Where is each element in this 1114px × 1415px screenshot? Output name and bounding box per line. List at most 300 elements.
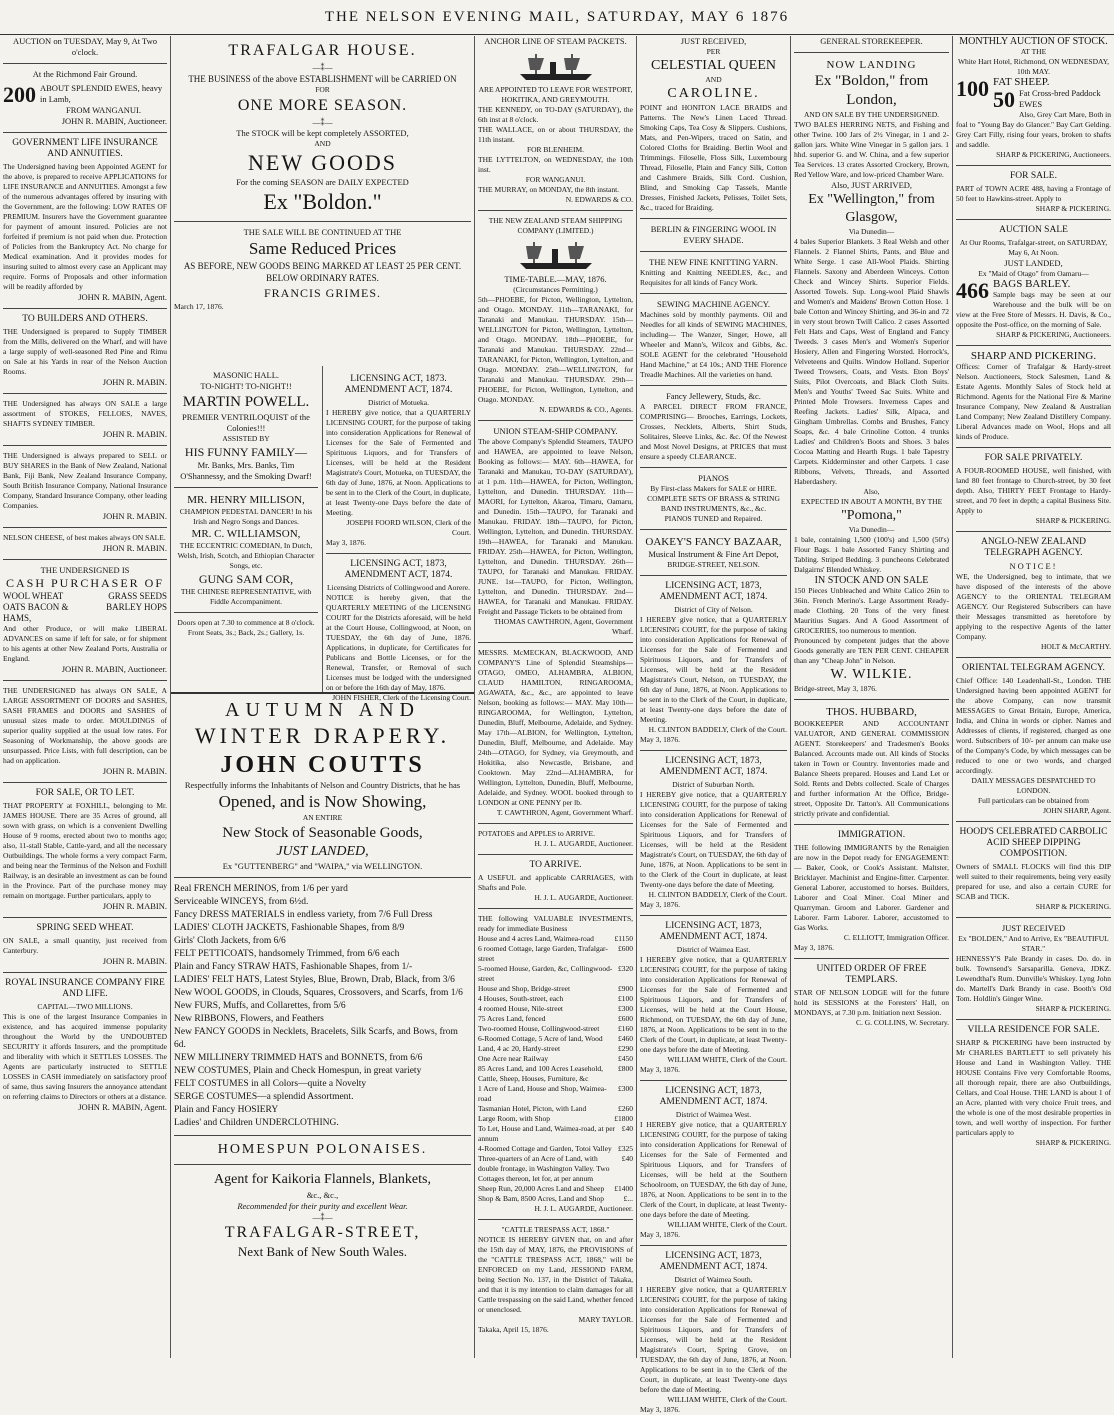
royal-heading: ROYAL INSURANCE COMPANY FIRE AND LIFE. [5, 978, 165, 999]
family-members: Mr. Banks, Mrs. Banks, Tim O'Shannessy, and the Smoking Dwarf! [180, 460, 312, 481]
villa-body: SHARP & PICKERING have been instructed by Mr CHARLES BARTLETT to sell privately his House and Land in Washington Valley. THE HOUSE Contains Five very Comfortable Rooms, all thorough repair, there are also Outbuildings, Cellars, and Coal House. THE LAND is about 1 of an Acre, planted with very choice Fruit trees, and the whole is one of the most desirable properties in town, and well worthy of inspection. For further particulars apply to [956, 1038, 1111, 1137]
per: PER [706, 47, 721, 56]
nz-sailings: 5th—PHOEBE, for Picton, Wellington, Lyttelton, and Otago. MONDAY. 11th—TARANAKI, for Taranaki and Manukau. THURSDAY. 15th—WELLINGTON for Picton, Wellington, Lyttelton, and Otago. MONDAY. 18th—PHOEBE, for Taranaki and Manukau. THURSDAY. 22nd—TARANAKI, for Picton, Wellington, Lyttelton, and Otago. MONDAY. 25th—WELLINGTON, for Taranaki and Manukau. THURSDAY. 29th—PHOEBE, for Picton, Wellington, Lyttelton, and Otago. MONDAY. [478, 295, 633, 404]
steamship-icon [516, 239, 596, 271]
invest-price: £800 [618, 1064, 633, 1073]
invest-desc: Three-quarters of an Acre of Land, with double frontage, in Washington Valley. Two Cottages thereon, let for, at per annum [478, 1154, 610, 1183]
auction-sale-place: At Our Rooms, Trafalgar-street, on SATURDAY, May 6, At Noon. [959, 238, 1108, 257]
lic-signer: JOSEPH FOORD WILSON, Clerk of the Court. [346, 518, 471, 537]
signature: JOHN R. MABIN. [102, 766, 167, 776]
column-4 [475, 36, 636, 1358]
sig: SHARP & PICKERING, Auctioneers. [996, 330, 1111, 339]
invest-desc: 85 Acres Land, and 100 Acres Leasehold, Cattle, Sheep, Houses, Furniture, &c [478, 1064, 603, 1083]
trafalgar-prices: Same Reduced Prices [248, 239, 397, 258]
lic-date: May 3, 1876. [640, 1065, 680, 1074]
trafalgar-stock: The STOCK will be kept completely ASSORTED, [236, 128, 409, 138]
builders-heading: TO BUILDERS AND OTHERS. [22, 314, 148, 324]
coutts-item: NEW MILLINERY TRIMMED HATS and BONNETS, from 6/6 [174, 1053, 423, 1063]
pomona-pre: EXPECTED IN ABOUT A MONTH, BY THE [800, 497, 943, 506]
invest-price: £160 [618, 1024, 633, 1033]
invest-row [478, 1024, 633, 1034]
anglo-sig: HOLT & McCARTHY. [1040, 642, 1111, 651]
storekeeper: GENERAL STOREKEEPER. [820, 36, 923, 46]
coutts-opened: Opened, and is Now Showing, [218, 792, 427, 811]
and-sale: AND ON SALE BY THE UNDERSIGNED. [804, 110, 939, 119]
signature: JOHN R. MABIN. [102, 956, 167, 966]
lic-date: May 3, 1876. [640, 1405, 680, 1414]
lic-body: I HEREBY give notice, that a QUARTERLY LICENSING COURT, for the purpose of taking into consideration Applications for Renewal of Licenses for the Sale of Fermented and Spirituous Liquors, and for Transfers of Licenses, will be held at the Resident Magistrate's Court, Spring Grove, on TUESDAY, the 6th day of June, 1876, at Noon. Applications to be sent in to the Clerk of the Court, in duplicate, at least Twenty-one days before the date of Meeting. [640, 1285, 787, 1394]
pianos-tuned: PIANOS TUNED and Repaired. [664, 514, 763, 523]
invest-price: £1150 [614, 934, 633, 943]
trafalgar-new-goods: NEW GOODS [248, 150, 397, 175]
celestial-queen: CELESTIAL QUEEN [650, 58, 777, 73]
ewes-text: ABOUT SPLENDID EWES, heavy in Lamb, [40, 83, 163, 104]
invest-price: £300 [618, 1004, 633, 1013]
cash-body: And other Produce, or will make LIBERAL ADVANCES on same if left for sale, or for shipment to his agents at other New Zealand Ports, Australia or England. [3, 624, 167, 663]
doors-body: THE UNDERSIGNED has always ON SALE, A LARGE ASSORTMENT OF DOORS and SASHES, SASH FRAMES and DOORS and SASHES of unusual sizes made to order. MOULDINGS of superior quality supplied at the usual low rates. For Seasoning of Workmanship, the above goods are unsurpassed. Price Lists, with full description, can be had on application. [3, 686, 167, 765]
invest-desc: 6-Roomed Cottage, 5 Acre of land, Wood [478, 1034, 603, 1043]
trafalgar-signer: FRANCIS GRIMES. [263, 286, 382, 300]
coutts-entire: AN ENTIRE [302, 813, 343, 822]
wallace: THE WALLACE, on or about THURSDAY, the 11th instant. [478, 125, 633, 144]
hood-heading: HOOD'S CELEBRATED CARBOLIC ACID SHEEP DIPPING COMPOSITION. [959, 827, 1108, 859]
lic-body: I HEREBY give notice, that a QUARTERLY LICENSING COURT, for the purpose of taking into consideration Applications for Renewal of Licenses for the Sale of Fermented and Spirituous Liquors, and for Transfers of Licenses, will be held at the Resident Magistrate's Court, Nelson, on TUESDAY, the 6th day of June, 1876, at Noon. Applications to be sent in to the Clerk of the Court, in duplicate, at least Twenty-one days before the date of Meeting. [640, 615, 787, 724]
masthead: THE NELSON EVENING MAIL, SATURDAY, MAY 6 1876 [0, 0, 1114, 35]
coutts-item: Girls' Cloth Jackets, from 6/6 [174, 936, 286, 946]
signature: JOHN R. MABIN. [102, 511, 167, 521]
private-body: A FOUR-ROOMED HOUSE, well finished, with land 80 feet frontage to Church-street, by 30 feet depth. Also, THIRTY FEET Frontage to Hardy-street, and 70 feet in depth; a capital Business Site. Apply to [956, 466, 1111, 515]
coutts-landed: JUST LANDED, [276, 844, 369, 859]
masonic-hall: MASONIC HALL. [212, 370, 280, 380]
cheese-body: NELSON CHEESE, of best makes always ON SALE. [3, 533, 166, 542]
ewes-quantity: 50 [993, 87, 1015, 112]
column-6 [791, 36, 952, 1358]
column-1 [0, 36, 170, 1358]
column-7 [953, 36, 1114, 1358]
shares-body: THE Undersigned is always prepared to SELL or BUY SHARES in the Bank of New Zealand, National Bank, Fiji Bank, New Zealand Insurance Company, South British Insurance Company, National Insurance Company, Standard Insurance Company, other leading Companies. [3, 451, 167, 510]
sig: SHARP & PICKERING. [1035, 1004, 1111, 1013]
invest-price: £460 [618, 1034, 633, 1043]
invest-row [478, 1184, 633, 1194]
cheap: Pronounced by competent judges that the above Goods generally are TEN PER CENT. CHEAPER than any "Cheap John" in Nelson. [794, 636, 949, 665]
invest-desc: Tasmanian Hotel, Picton, with Land [478, 1104, 587, 1113]
also-body: Also, Grey Cart Mare, Both in foal to "Young Bay do Glancer." Bay Cart Gelding. Grey Cart Filly, rising four years, broken to shafts and saddle. [956, 110, 1111, 149]
coutts-street: TRAFALGAR-STREET, [224, 1224, 421, 1241]
trafalgar-marked: AS BEFORE, NEW GOODS BEING MARKED AT LEAST 25 PER CENT. BELOW ORDINARY RATES. [183, 261, 462, 283]
sale-heading: FOR SALE. [1010, 171, 1057, 181]
invest-desc: 75 Acres Land, fenced [478, 1014, 546, 1023]
jewellery-body: A PARCEL DIRECT FROM FRANCE, COMPRISING— Brooches, Earrings, Lockets, Crosses, Necklets, Alberts, Shirt Studs, Solitaires, Sleeve Links, &c. &c. Of the Newest and Most Novel Designs, at PRICES that must ensure a speedy CLEARANCE. [640, 402, 787, 461]
millison-desc: CHAMPION PEDESTAL DANCER! In his Irish and Negro Songs and Dances. [179, 507, 313, 526]
stokes-body: THE Undersigned has always ON SALE a large assortment of STOKES, FELLOES, NAVES, SHAFTS SYDNEY TIMBER. [3, 399, 167, 428]
in-stock: IN STOCK AND ON SALE [814, 575, 929, 586]
trafalgar-and: AND [314, 139, 331, 148]
coutts-item: Ladies' and Children UNDERCLOTHING. [174, 1118, 339, 1128]
pomona-via: Via Dunedin— [848, 525, 895, 534]
pianos-heading: PIANOS [698, 473, 729, 483]
ewes-from: FROM WANGANUI. [66, 105, 141, 115]
cash-purchaser: CASH PURCHASER OF [5, 576, 165, 590]
cattle-heading: "CATTLE TRESPASS ACT, 1868." [501, 1225, 610, 1234]
coutts-item: Real FRENCH MERINOS, from 1/6 per yard [174, 884, 348, 894]
invest-price: £450 [618, 1054, 633, 1063]
produce-right: GRASS SEEDS BARLEY HOPS [106, 591, 167, 612]
lic-title: LICENSING ACT, 1873, AMENDMENT ACT, 1874. [659, 756, 768, 777]
produce-left: WOOL WHEAT OATS BACON & HAMS, [3, 591, 69, 623]
lic-date: May 3, 1876. [640, 735, 680, 744]
gov-body: The Undersigned having been Appointed AGENT for the above, is prepared to receive APPLICATIONS for LIFE INSURANCE and ANNUITIES. Amongst a few of the numerous advantages offered by insuring with the Government, are the following: LOW RATES OF PREMIUM. Insurers have the Government guarantee for payment of amount insured. Policies are not forfeited if premium is not paid when due. Protection of Policies from the Bankruptcy Act. No charge for Medical examination. And it provides modes for insuring suited to almost every case an Applicant may require. Forms of Proposals and other information will be readily afforded by [3, 162, 167, 291]
trafalgar-continued: THE SALE WILL BE CONTINUED AT THE [243, 227, 402, 237]
invest-price: £40 [621, 1154, 633, 1163]
coutts-item: Plain and Fancy HOSIERY [174, 1105, 279, 1115]
invest-sig: H. J. L. AUGARDE, Auctioneer. [534, 1204, 633, 1213]
caroline: CAROLINE. [667, 86, 760, 101]
anglo-body: WE, the Undersigned, beg to intimate, that we have disposed of the interests of the above AGENCY to the ORIENTAL TELEGRAM AGENCY. Our Registered Subscribers can have their Messages transmitted as heretofore by applying to the respective Agents of the latter Company. [956, 572, 1111, 641]
invest-desc: House and Shop, Bridge-street [478, 984, 571, 993]
oriental-heading: ORIENTAL TELEGRAM AGENCY. [962, 663, 1105, 673]
invest-price: £900 [618, 984, 633, 993]
firm-body: Offices: Corner of Trafalgar & Hardy-street Nelson. Auctioneers, Stock Salesmen, Land & Estate Agents. Monthly Sales of Stock held at Richmond. Agents for the National Fire & Marine Insurance Company, New Zealand & Australian Land Company; New Zealand Distillery Company. Liberal Advances made on Wool, Hops and all kinds of Produce. [956, 362, 1111, 441]
cash-heading: THE UNDERSIGNED IS [40, 565, 130, 575]
lic-date: May 3, 1876. [640, 1230, 680, 1239]
coutts-item: FELT COSTUMES in all Colors—quite a Novelty [174, 1079, 367, 1089]
invest-desc: To Let, House and Land, Waimea-road, at per annum [478, 1124, 616, 1143]
column-5 [637, 36, 790, 1414]
sig: SHARP & PICKERING. [1035, 902, 1111, 911]
invest-desc: Large Room, with Shop [478, 1114, 550, 1123]
coutts-item: LADIES' CLOTH JACKETS, Fashionable Shapes, from 8/9 [174, 923, 405, 933]
signature: JOHN R. MABIN. [102, 429, 167, 439]
steamship-icon [516, 50, 596, 82]
invest-desc: Two-roomed House, Collingwood-street [478, 1024, 600, 1033]
sig: SHARP & PICKERING. [1035, 1138, 1111, 1147]
landed: JUST LANDED, [1004, 258, 1063, 268]
oakey-bazaar: OAKEY'S FANCY BAZAAR, [645, 536, 782, 548]
pomona: "Pomona," [841, 508, 902, 523]
wanganui: FOR WANGANUI. [525, 175, 586, 184]
invest-desc: 5-roomed House, Garden, &c, Collingwood-street [478, 964, 613, 983]
invest-desc: House and 4 acres Land, Waimea-road [478, 934, 594, 943]
wheat-body: ON SALE, a small quantity, just received from Canterbury. [3, 936, 167, 955]
assisted-by: ASSISTED BY [222, 434, 270, 443]
mckean-body: MESSRS. McMECKAN, BLACKWOOD, AND COMPANY'S Line of Splendid Steamships—OTAGO, OMEO, ALHAMBRA, ALBION, CLAUD HAMILTON, RINGAROOMA, AGAWATA, &c., &c., are appointed to leave Nelson, booking as follows:— MAY. May 10th—RINGAROOMA, for Wellington, Lyttelton, Dunedin, Bluff, Melbourne, Adelaide, and Sydney. May 17th—ALBION, for Wellington, Lyttelton, Dunedin, Bluff, Melbourne, and Adelaide. May 24th—OTAGO, for Sydney, via Greymouth, and Hokitika, also Newcastle, Brisbane, and Cooktown. May 22nd—ALHAMBRA, for Wellington, Lyttelton, Dunedin, Bluff, Melbourne, Adelaide, and Sydney. WOOL booked through to LONDON at ONE PENNY per lb. [478, 648, 633, 807]
invest-desc: 1 Acre of Land, House and Shop, Waimea-road [478, 1084, 607, 1103]
coutts-item: SERGE COSTUMES—a splendid Assortment. [174, 1092, 354, 1102]
lic-signer: WILLIAM WHITE, Clerk of the Court. [667, 1395, 787, 1404]
lic-district: District of Suburban North. [672, 780, 755, 789]
invest-row [478, 1154, 633, 1184]
anchor-agent: N. EDWARDS & CO. [565, 195, 633, 204]
invest-desc: 4-Roomed Cottage and Garden, Totoi Valley [478, 1144, 612, 1153]
auction-title: AUCTION on TUESDAY, May 9, At Two o'clock. [12, 36, 158, 57]
invest-desc: Sheep Run, 20,000 Acres Land and Sheep [478, 1184, 605, 1193]
oakey-musical: Musical Instrument & Fine Art Depot, [648, 549, 779, 559]
also: Also, [863, 487, 880, 496]
just-received: JUST RECEIVED, [680, 36, 747, 46]
coutts-item: New FANCY GOODS in Necklets, Bracelets, Silk Scarfs, and Bows, from 6d. [174, 1027, 458, 1050]
invest-row [478, 1054, 633, 1064]
invest-desc: 6 roomed Cottage, large Garden, Trafalgar-street [478, 944, 608, 963]
invest-desc: 4 roomed House, Nile-street [478, 1004, 563, 1013]
invest-price: £260 [618, 1104, 633, 1113]
arrive-sig: H. J. L. AUGARDE, Auctioneer. [534, 893, 633, 902]
immigration-heading: IMMIGRATION. [837, 830, 906, 840]
ventriloquist: PREMIER VENTRILOQUIST of the Colonies!!! [182, 412, 310, 433]
invest-price: £600 [618, 1014, 633, 1023]
signature: JOHN R. MABIN. [102, 377, 167, 387]
invest-row [478, 1064, 633, 1084]
trafalgar-expected: For the coming SEASON are DAILY EXPECTED [236, 177, 409, 187]
mckean-agent: T. CAWTHRON, Agent, Government Wharf. [496, 808, 633, 817]
recv: JUST RECEIVED [1001, 923, 1066, 933]
recv-ex: Ex "BOLDEN," And to Arrive, Ex "BEAUTIFUL STAR." [958, 934, 1109, 953]
lic-district: District of City of Nelson. [674, 605, 753, 614]
coutts-item: New WOOL GOODS, in Clouds, Squares, Crossovers, and Scarfs, from 1/6 [174, 988, 463, 998]
invest-row [478, 944, 633, 964]
union-heading: UNION STEAM-SHIP COMPANY. [493, 426, 618, 436]
templars-body: STAR OF NELSON LODGE will for the future hold its SESSIONS at the Foresters' Hall, on MONDAYS, at 7.30 p.m. Initiation next Session. [794, 988, 949, 1017]
daily: DAILY MESSAGES DESPATCHED TO LONDON. [971, 776, 1096, 795]
invest-desc: Land, 4 ac 20, Hardy-street [478, 1044, 561, 1053]
daily-body: Full particulars can be obtained from [977, 796, 1089, 805]
sewing-body: Machines sold by monthly payments. Oil and Needles for all kinds of SEWING MACHINES, including— The Wanzer, Singer, Howe, all Wheeler and Mann's, Wilcox and Gibbs, &c. SOLE AGENT for the celebrated "Household Hand Machine," at £4 10s.; AND THE Florence Treadle Machines. All the varieties on hand. [640, 310, 787, 379]
invest-desc: Shop & Bam, 8500 Acres, Land and Shop [478, 1194, 605, 1203]
invest-row [478, 934, 633, 944]
invest-price: £1400 [614, 1184, 633, 1193]
gung-sam-cor: GUNG SAM COR, [198, 572, 294, 586]
coutts-items [174, 883, 471, 1130]
jewellery-heading: Fancy Jellewery, Studs, &c. [666, 391, 761, 401]
knitting-body: Knitting and Knitting NEEDLES, &c., and Requisites for all kinds of Fancy Work. [640, 268, 787, 287]
monthly-auction: MONTHLY AUCTION OF STOCK. [959, 36, 1108, 47]
invest-row [478, 1104, 633, 1114]
signature: JOHN R. MABIN. [102, 901, 167, 911]
glasgow-body: 4 bales Superior Blankets. 3 Real Welsh and other Flannels. 2 Flannel Shirts, Pants, and Blue and White Serge. 1 case All-Wool Plaids. Shirting Flannels. Saxony and Aberdeen Winceys. Cotton Check and Wincey Shirts. Superior Fields. Assorted Towels. Sup. Long-wool Plaid Shawls and Women's and Maidens' Brown Cotton Hose. 1 bale Cotton and Wincey Shirting, and 36-in and 72 in very stout brown Twill Calico. 2 cases Assorted Felt Hats and Caps, West of England and Fancy Tweeds. 3 cases Men's and Women's Superior Hosiery, Allen and Fingering Worsted. Horrock's, Velveteens and Quilts. Window Holland. Superior Tweed Trowsers, Coats, and Vests. Eton Boys' Suits, Pilot Overcoats, and Black Cloth Suits. Men's and Youths' Tweed Sac Suits. White and Printed Mole Trowsers. Inverness Capes and Reefing Jackets. Ladies' Silk, Alpaca, and Gingham Umbrellas. Combs and Brushes, Fancy Soaps, &c. 4 bale Crinoline Cotton. 4 trunks Ladies' and Children's Boots and Shoes. 3 bales Cocoa Matting and Hearth Rugs. 1 bale Tapestry Carpets. Kidderminster and other Carpets. 1 case Ribbons, Velvets, Threads, and Assorted Haberdashery. [794, 237, 949, 486]
invest-row [478, 1034, 633, 1044]
pomona-body: 1 bale, containing 1,500 (100's) and 1,500 (50's) Flour Bags. 1 bale Assorted Fancy Shirting and Tabling. Striped Bedding. 3 puncheons Celebrated Dalgairns' Blended Whiskey. [794, 535, 949, 574]
barley-quantity: 466 [956, 278, 989, 303]
hubbard: THOS. HUBBARD, [826, 706, 917, 718]
coutts-item: New RIBBONS, Flowers, and Feathers [174, 1014, 324, 1024]
signature: JOHN R. MABIN, Agent. [78, 1102, 167, 1112]
royal-body: This is one of the largest Insurance Companies in existence, and has acquired immense popularity throughout the World by the UNDOUBTED SECURITY it affords Insurers, and the promptitude and liberality with which it SETTLES LOSSES. The Agents are particularly instructed to SETTLE LOSSES in CASH immediately on satisfactory proof of same, thus saving Insurers the annoyance attendant on referring claims to Directors or others at a distance. [3, 1012, 167, 1101]
invest-price: £290 [618, 1044, 633, 1053]
anchor-appointed: ARE APPOINTED TO LEAVE FOR WESTPORT, HOKITIKA, AND GREYMOUTH. [478, 85, 633, 104]
lic-date: May 3, 1876. [326, 538, 366, 547]
invest-row [478, 1044, 633, 1054]
invest-price: £320 [618, 964, 633, 973]
and: AND [705, 75, 722, 84]
ewes-item: Fat Cross-bred Paddock EWES [1019, 88, 1101, 109]
cattle-date: Takaka, April 15, 1876. [478, 1325, 549, 1334]
coutts-ex: Ex "GUTTENBERG" and "WAIPA," via WELLINGTON. [222, 861, 423, 871]
auction-place: White Hart Hotel, Richmond, ON WEDNESDAY, 10th MAY. [957, 57, 1110, 76]
trafalgar-date: March 17, 1876. [174, 302, 224, 311]
blenheim: FOR BLENHEIM. [526, 145, 585, 154]
invest-price: £100 [618, 994, 633, 1003]
invest-row [478, 1124, 633, 1144]
kennedy: THE KENNEDY, on TO-DAY (SATURDAY), the 6th inst at 8 o'clock. [478, 105, 633, 124]
coutts-recommended: Recommended for their purity and excellent Wear. [237, 1201, 408, 1211]
lic-title: LICENSING ACT, 1873, AMENDMENT ACT, 1874. [659, 1086, 768, 1107]
coutts-item: Plain and Fancy STRAW HATS, Fashionable Shapes, from 1/- [174, 962, 413, 972]
masonic-ad [171, 370, 321, 688]
gov-heading: GOVERNMENT LIFE INSURANCE AND ANNUITIES. [12, 138, 158, 159]
lic-body: NOTICE is hereby given, that the QUARTERLY MEETING of the LICENSING COURT for the Districts aforesaid, will be held at the Court House, Collingwood, at Noon, on TUESDAY, the 6th day of June, 1876. Applications, in duplicate, for Certificates for Publicans and Bottle Licenses, or for the Renewal, Transfer, or Removal of such Licenses must be lodged with the undersigned on or before the 16th day of May, 1876. [326, 593, 471, 692]
arrive-body: A USEFUL and applicable CARRIAGES, with Shafts and Pole. [478, 873, 633, 892]
coutts-item: New FURS, Muffs, and Collarettes, from 5/6 [174, 1001, 346, 1011]
templars-heading: UNITED ORDER OF FREE TEMPLARS. [816, 964, 927, 985]
cattle-sig: MARY TAYLOR. [578, 1315, 633, 1324]
potatoes-sig: H. J. L. AUGARDE, Auctioneer. [534, 839, 633, 848]
invest-price: £325 [618, 1144, 633, 1153]
signature: JOHN R. MABIN, Auctioneer. [61, 116, 167, 126]
auction-place: At the Richmond Fair Ground. [32, 69, 138, 79]
sheep-item: FAT SHEEP. [993, 76, 1050, 88]
lic-body: I HEREBY give notice, that a QUARTERLY LICENSING COURT, for the purpose of taking into consideration Applications for Renewal of Licenses for the Sale of Fermented and Spirituous Liquors, and for Transfers of Licenses, will be held at the Southern Schoolroom, on TUESDAY, the 6th day of June, 1876, at Noon. Applications to be sent in to the Clerk of the Court, in duplicate, at least Twenty-one days before the date of Meeting. [640, 1120, 787, 1219]
lic-title: LICENSING ACT, 1873. AMENDMENT ACT, 1874. [344, 374, 453, 395]
immigration-date: May 3, 1876. [794, 943, 834, 952]
sewing-heading: SEWING MACHINE AGENCY. [657, 299, 770, 309]
lic-title: LICENSING ACT, 1873, AMENDMENT ACT, 1874. [659, 1251, 768, 1272]
coutts-next: Next Bank of New South Wales. [237, 1244, 408, 1259]
berlin-wool: BERLIN & FINGERING WOOL IN EVERY SHADE. [650, 224, 777, 245]
lyttelton: THE LYTTELTON, on WEDNESDAY, the 10th inst. [478, 155, 633, 174]
coutts-kaikoria: Agent for Kaikoria Flannels, Blankets, [214, 1172, 431, 1187]
lic-body: I HEREBY give notice, that a QUARTERLY LICENSING COURT, for the purpose of taking into consideration Applications for Renewal of Licenses for the Sale of Fermented and Spirituous Liquors, and for Transfers of Licenses, will be held at the Resident Magistrate's Court, Motueka, on TUESDAY, the 6th day of June, 1876, at Noon. Applications to be sent in to the Clerk of the Court, in duplicate, at least Twenty-one Days before the date of Meeting. [326, 408, 471, 517]
lic-title: LICENSING ACT, 1873, AMENDMENT ACT, 1874. [659, 921, 768, 942]
lic-date: May 3, 1876. [640, 900, 680, 909]
gung-desc: THE CHINESE REPRESENTATIVE, with Fiddle Accompaniment. [180, 587, 312, 606]
coutts-respect: Respectfully informs the Inhabitants of Nelson and Country Districts, that he has [184, 780, 461, 790]
nz-heading: THE NEW ZEALAND STEAM SHIPPING COMPANY (LIMITED.) [488, 216, 623, 235]
knitting-yarn: THE NEW FINE KNITTING YARN. [649, 257, 778, 267]
sig: SHARP & PICKERING. [1035, 516, 1111, 525]
trafalgar-ex-boldon: Ex "Boldon." [263, 189, 382, 214]
builders-body: THE Undersigned is prepared to Supply TIMBER from the Mills, delivered on the Wharf, and will have a large supply of well-seasoned Red Pine and Rimu on Sale at his Yards in rear of the Nelson Auction Rooms. [3, 327, 167, 376]
invest-row [478, 1014, 633, 1024]
invest-row [478, 994, 633, 1004]
coutts-homespun: HOMESPUN POLONAISES. [217, 1142, 428, 1157]
lic-title: LICENSING ACT, 1873, AMENDMENT ACT, 1874. [344, 559, 453, 580]
invest-row [478, 1084, 633, 1104]
immigration-sig: C. ELLIOTT, Immigration Officer. [843, 933, 949, 942]
lic-signer: WILLIAM WHITE, Clerk of the Court. [667, 1055, 787, 1064]
invest-row [478, 1144, 633, 1154]
invest-price: £600 [618, 944, 633, 953]
williamson: MR. C. WILLIAMSON, [191, 528, 301, 540]
millison: MR. HENRY MILLISON, [187, 494, 305, 506]
lic-body: I HEREBY give notice, that a QUARTERLY LICENSING COURT, for the purpose of taking into consideration Applications for Renewal of Licenses for the Sale of Fermented and Spirituous Liquors, and for Transfers of Licenses, will be held at the Court House, Richmond, on TUESDAY, the 6th day of June, 1876, at Noon. Applications to be sent in to the Clerk of the Court, in duplicate, at least Twenty-one days before the date of Meeting. [640, 955, 787, 1054]
lic-district: District of Waimea West. [675, 1110, 752, 1119]
funny-family: HIS FUNNY FAMILY— [184, 445, 308, 459]
oriental-body: Chief Office: 140 Leadenhall-St., London. THE Undersigned having been appointed AGENT for the above Company, can now transmit MESSAGES to Great Britain, Europe, America, India, and China in words or cipher. Names and Addresses of clients, if registered, charged as one word. Subscribers of 10/- per annum can make use of the Company's Code, by which messages can be reduced to one or two words, and charged accordingly. [956, 676, 1111, 775]
sale-body: PART of TOWN ACRE 488, having a Frontage of 50 feet to Hawkins-street. Apply to [956, 184, 1111, 203]
trafalgar-intro: THE BUSINESS of the above ESTABLISHMENT will be CARRIED ON [188, 74, 457, 84]
trafalgar-for: FOR [315, 85, 330, 94]
coutts-etc: &c., &c., [306, 1190, 339, 1200]
coutts-item: Fancy DRESS MATERIALS in endless variety, from 7/6 Full Dress [174, 910, 433, 920]
lic-body: I HEREBY give notice, that a QUARTERLY LICENSING COURT, for the purpose of taking into consideration Applications for Renewal of Licenses for the Sale of Fermented and Spirituous Liquors, and for Transfers of Licenses, will be held at the Resident Magistrate's Court, on TUESDAY, the 6th day of June, 1876, at Noon. Applications to be sent in to the Clerk of the Court in duplicate, at least Twenty-one days before the date of Meeting. [640, 790, 787, 889]
ex-boldon: Ex "Boldon," from London, [814, 73, 929, 108]
daily-sig: JOHN SHARP, Agent. [1043, 806, 1111, 815]
invest-desc: 4 Houses, South-street, each [478, 994, 564, 1003]
masonic-tonight: TO-NIGHT! TO-NIGHT!! [200, 381, 292, 391]
let-body: THAT PROPERTY at FOXHILL, belonging to Mr. JAMES HOUSE. There are 35 Acres of ground, all sown with grass, on which is a convenient Dwelling House of 9 rooms, erected about two to months ago; also, 11-stall Stable, Cattle-yard, and all the necessary Outbuildings. The whole forms a very compact Farm, and being near the Terminus of the Nelson and Foxhill Railway, is an desirable an investment as can be found in the Province. Part of the purchase money may remain on mortgage. Further particulars, apply to [3, 801, 167, 900]
auction-sale-heading: AUCTION SALE [999, 225, 1068, 235]
invest-list [478, 934, 633, 1204]
royal-capital: CAPITAL—TWO MILLIONS. [37, 1002, 133, 1011]
invest-price: £300 [618, 1084, 633, 1093]
nz-timetable: TIME-TABLE.—MAY, 1876. [504, 274, 607, 284]
templars-sig: C. G. COLLINS, W. Secretary. [855, 1018, 949, 1027]
coutts-ad: AUTUMN AND WINTER DRAPERY. JOHN COUTTS Respectfully informs the Inhabitants of Nelson and Country Districts, that he has Opened, and is Now Showing, AN ENTIRE New Stock of Seasonable Goods, JUST LANDED, Ex "GUTTENBERG" and "WAIPA," via WELLINGTON. Real FRENCH MERINOS, from 1/6 per yard Serviceable WINCEYS, from 6½d. Fancy DRESS MATERIALS in endless variety, from 7/6 Full Dress LADIES' CLOTH JACKETS, Fashionable Shapes, from 8/9 Girls' Cloth Jackets, from 6/6 FELT PETTICOATS, handsomely Trimmed, from 6/6 each Plain and Fancy STRAW HATS, Fashionable Shapes, from 1/- LADIES' FELT HATS, Latest Styles, Blue, Brown, Drab, Black, from 3/6 New WOOL GOODS, in Clouds, Squares, Crossovers, and Scarfs, from 1/6 New FURS, Muffs, and Collarettes, from 5/6 New RIBBONS, Flowers, and Feathers New FANCY GOODS in Necklets, Bracelets, Silk Scarfs, and Bows, from 6d. NEW MILLINERY TRIMMED HATS and BONNETS, from 6/6 NEW COSTUMES, Plain and Check Homespun, in great variety FELT COSTUMES in all Colors—quite a Novelty SERGE COSTUMES—a splendid Assortment. Plain and Fancy HOSIERY Ladies' and Children UNDERCLOTHING. HOMESPUN POLONAISES. Agent for Kaikoria Flannels, Blankets, &c., &c., Recommended for their purity and excellent Wear. —⁑— TRAFALGAR-STREET, Next Bank of New South Wales. [171, 698, 474, 1358]
trafalgar-title: TRAFALGAR HOUSE. [228, 42, 417, 59]
potatoes: POTATOES and APPLES to ARRIVE. [478, 829, 595, 838]
invest-price: £1800 [614, 1114, 633, 1123]
immigration-body: THE following IMMIGRANTS by the Renaigien are now in the Depot ready for ENGAGEMENT:— Baker, Cook, or Cook's Assistant. Maltster, Bricklayer. Machinist and Engine-fitter. Carpenter. General Laborer, accustomed to horses. Builders, Laborer and Coal Miner. Coal Miner and Quarryman. Groom and Laborer. Gardener and Laborer. Farm Laborer. Laborer, accustomed to Gas Works. [794, 843, 949, 932]
barley-body: Sample bags may be seen at our Warehouse and the bulk will be on view at the Free Store of Messrs. H. Davis, & Co., opposite the Post-office, on the morning of Sale. [956, 290, 1111, 329]
now-landing: NOW LANDING [826, 59, 917, 71]
coutts-item: FELT PETTICOATS, handsomely Trimmed, from 6/6 each [174, 949, 400, 959]
lic-title: LICENSING ACT, 1873, AMENDMENT ACT, 1874. [659, 581, 768, 602]
masonic-doors: Doors open at 7.30 to commence at 8 o'clock. Front Seats, 3s.; Back, 2s.; Gallery, 1s. [177, 618, 315, 637]
anchor-heading: ANCHOR LINE OF STEAM PACKETS. [484, 36, 627, 46]
notice: NOTICE! [1009, 561, 1058, 571]
invest-price: £... [623, 1194, 633, 1203]
invest-row [478, 1194, 633, 1204]
sig: SHARP & PICKERING, Auctioneers. [996, 150, 1111, 159]
invest-row [478, 964, 633, 984]
invest-row [478, 984, 633, 994]
lic-signer: WILLIAM WHITE, Clerk of the Court. [667, 1220, 787, 1229]
private-heading: FOR SALE PRIVATELY. [984, 453, 1083, 463]
villa-heading: VILLA RESIDENCE FOR SALE. [967, 1025, 1100, 1035]
invest-row [478, 1004, 633, 1014]
invest-heading: THE following VALUABLE INVESTMENTS, ready for immediate Business [478, 914, 633, 933]
ewes-quantity: 200 [3, 82, 36, 107]
signature: JHON R. MABIN. [102, 543, 167, 553]
let-heading: FOR SALE, OR TO LET. [35, 788, 135, 798]
coutts-stock: New Stock of Seasonable Goods, [222, 825, 423, 841]
pianos-body: By First-class Makers for SALE or HIRE. COMPLETE SETS OF BRASS & STRING BAND INSTRUMENTS, &c., &c. [647, 484, 780, 513]
lic-signer: H. CLINTON BADDELY, Clerk of the Court. [648, 890, 787, 899]
trafalgar-ad: TRAFALGAR HOUSE. —⁑— THE BUSINESS of the above ESTABLISHMENT will be CARRIED ON FOR ONE MORE SEASON. —⁑— The STOCK will be kept completely ASSORTED, AND NEW GOODS For the coming SEASON are DAILY EXPECTED Ex "Boldon." THE SALE WILL BE CONTINUED AT THE Same Reduced Prices AS BEFORE, NEW GOODS BEING MARKED AT LEAST 25 PER CENT. BELOW ORDINARY RATES. FRANCIS GRIMES. March 17, 1876. [171, 36, 474, 366]
oakey-address: BRIDGE-STREET, NELSON. [667, 560, 760, 569]
williamson-desc: THE ECCENTRIC COMEDIAN, In Dutch, Welsh, Irish, Scotch, and Ethiopian Character Songs, etc. [177, 541, 315, 570]
at-the: AT THE [1020, 47, 1047, 56]
sig: SHARP & PICKERING. [1035, 204, 1111, 213]
coutts-item: LADIES' FELT HATS, Latest Styles, Blue, Brown, Drab, Black, from 3/6 [174, 975, 455, 985]
recv-body: HENNESSY'S Pale Brandy in cases. Do. do. in bulk. Townsend's Sarsaparilla. Geneva, JDKZ. Lewendthal's Rum. Dunville's Whiskey. Lyng John do. Martell's Dark Brandy in case. Booth's Old Tom. Holdlin's Ginger Wine. [956, 954, 1111, 1003]
coutts-item: NEW COSTUMES, Plain and Check Homespun, in great variety [174, 1066, 422, 1076]
cattle-body: NOTICE IS HEREBY GIVEN that, on and after the 15th day of MAY, 1876, the PROVISIONS of the "CATTLE TRESPASS ACT, 1868," will be ENFORCED on my Land, JESSIOND FARM, being Section No. 137, in the District of Takaka, and that it is my intention to claim damages for all Cattle trespassing on the said Land, whether fenced or unenclosed. [478, 1235, 633, 1314]
sheep-quantity: 100 [956, 76, 989, 101]
signature: JOHN R. MABIN, Agent. [78, 292, 167, 302]
anglo-heading: ANGLO-NEW ZEALAND TELEGRAPH AGENCY. [980, 537, 1087, 558]
boldon-body: TWO BALES HERRING NETS, and Fishing and other Twine. 100 Jars of 2½ Vinegar, in 1 and 2-gallon jars. White Wine Vinegar in 5 gallon jars. 1 hhd. superior G. and W. China, and a few superior Tea Services. 13 crates Assorted Crockery, Brown, Red Yellow Ware, and low-priced Chamber Ware. [794, 120, 949, 179]
nz-agent: N. EDWARDS & CO., Agents. [539, 405, 633, 414]
arrive-heading: TO ARRIVE. [529, 860, 582, 870]
wilkie-address: Bridge-street, May 3, 1876. [794, 684, 877, 693]
ex-wellington: Ex "Wellington," from Glasgow, [808, 192, 935, 225]
wilkie: W. WILKIE. [830, 667, 913, 682]
licensing-motueka [323, 370, 474, 702]
coutts-name: JOHN COUTTS [220, 752, 425, 778]
murray: THE MURRAY, on MONDAY, the 8th instant. [478, 185, 620, 194]
lace-body: POINT and HONITON LACE BRAIDS and Patterns. The New's Linen Laced Thread. Smoking Caps, Tea Cosy & Slippers. Cushions, Mats, and Pen-Wipers, traced on Satin, and Colored Cloths for Braiding. Berlin Wool and Trimmings. Filoselle, Floss Silk, Luxembourg Thread, Filoselle, Plain and Fancy Silk, Cotton and Cashmere Braids, Silk Cord. Cushion, Blind, and Smoking Cap Tassels, Mantle Dresses, Finished Jackets, Pelisses, Toilet Sets, &c., traced for Braiding. [640, 103, 787, 212]
lic-district: District of Motueka. [367, 398, 430, 407]
